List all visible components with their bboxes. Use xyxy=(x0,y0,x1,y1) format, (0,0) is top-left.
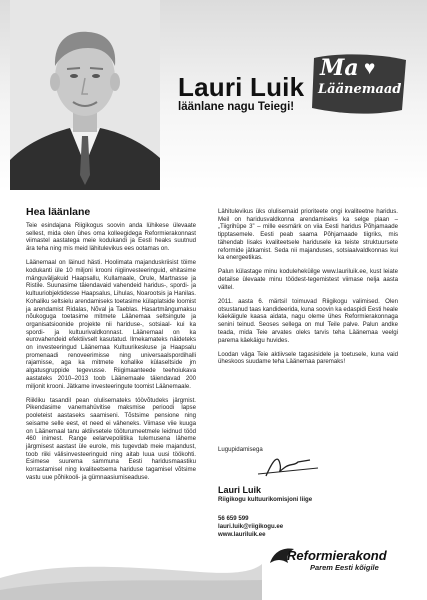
candidate-name: Lauri Luik xyxy=(178,72,305,102)
header-banner xyxy=(0,0,427,190)
left-column xyxy=(26,222,196,488)
signatory-role: Riigikogu kultuurikomisjoni liige xyxy=(218,496,313,503)
paragraph-intro: Teie esindajana Riigikogus soovin anda lühikese ülevaate sellest, mida olen ühes oma kolleegidega Reformierakonnast viimastel aastatega meie kodukandi ja Eesti heaks suutnud ära teha ning mis meid lähitulevikus ees ootamas on. xyxy=(26,222,196,253)
ma-laanemaad-badge xyxy=(310,52,408,116)
signatory-name: Lauri Luik xyxy=(218,485,262,495)
handwritten-signature xyxy=(218,450,328,480)
badge-bottom-text: Läänemaad xyxy=(318,82,402,97)
contact-phone: 56 659 599 xyxy=(218,515,249,522)
candidate-tagline: läänlane nagu Teiegi! xyxy=(178,101,295,113)
contact-website[interactable]: www.lauriluik.ee xyxy=(218,531,266,539)
paragraph-website: Palun külastage minu koduleheküilge www.lauriluik.ee, kust leiate detailse ülevaate minu töödest-tegemistest viimase nelja aasta vältel. xyxy=(218,268,398,291)
right-column xyxy=(218,208,398,373)
paragraph-regional: Läänemaal on läinud hästi. Hoolimata majanduskriisist töime kodukanti üle 10 miljoni krooni riigiinvesteeringuid, ehitasime mänguväljakuid Haapsallu, Kullamaale, Orule, Martnasse ja Ristile. Suunasime täiendavaid vahendeid haridus-, spordi- ja kultuuriobjektidesse Haapsalus, Lihulas, Noarootsis ja Hanilas. Kohaliku seltsielu arendamiseks toetasime külaplatside loomist ja arendamist Ridalas, Nõval ja Taeblas. Hasartmängumaksu nõukoguga toetasime mitmete Läänemaa seltsingute ja organisatsioonide projekte nii hariduse-, sotsiaal- kui ka spordi- ja kultuurivaldkonnast. Läänemaal on ka eurovahendeid efektiivselt kasutatud. Ilmekamateks näideteks on investeeringud Läänemaa Kultuurikeskuse ja Haapsalu promenaadi renoveerimisse ning universaalspordihalli rajamisse, aga ka mitmete kohalike külaseltside jm algatusgruppide tegevusse. Riigimaanteede teehoiukava aastateks 2010–2013 toob Läänemaale täiendavad 200 miljonit krooni. Jätkame investeeringute toomist Läänemaale. xyxy=(26,259,196,390)
paragraph-elections: 2011. aasta 6. märtsil toimuvad Riigikogu valimised. Olen otsustanud taas kandideerida, kuna soovin ka edaspidi Eesti heale käekäigule kaasa aidata, nagu oleme ühes Reformierakonnaga senini teinud. Seoses sellega on mul Teile palve. Palun andke teada, mida Teie arvates oleks tarvis teha Läänemaa veelgi parema käekäigu huvides. xyxy=(218,298,398,344)
contact-email[interactable]: lauri.luik@riigikogu.ee xyxy=(218,523,284,531)
heart-icon: ♥ xyxy=(364,58,376,79)
portrait-photo xyxy=(10,0,160,190)
badge-top-text: Ma xyxy=(320,55,359,81)
letter-greeting: Hea läänlane xyxy=(26,206,91,218)
paragraph-education: Lähitulevikus üks olulisemaid prioriteete ongi kvaliteetne haridus. Meil on haridusvaldkonna arendamiseks ka selge plaan – „Tiigrihüpe 3” – mille eesmärk on viia Eesti haridus Põhjamaade tipptasemele. Eesti peab saama Põhjamaade tiigriks, mis tähendab lisaks kvaliteetsele haridusele ka teiste struktuursete reformide jätkamist. Seda nii majanduses, sotsiaalvaldkonnas kui ka energeetikas. xyxy=(218,208,398,262)
closing-salutation: Lugupidamisega xyxy=(218,446,263,453)
party-name: Reformierakond xyxy=(287,548,387,563)
paragraph-national: Riikliku tasandil pean olulisemateks töövõtudeks järgmist. Pikendasime vanemahüvitise maksmise perioodi lapse pooleteist aastaseks saamiseni. Tõstsime pensione ning seisame selle eest, et need ei väheneks. Viimase viie kuuga on Läänemaal tanu aktiivsetele tööturumeetmele leidnud tööd 460 inimest. Range eelarvepoliitika tulemusena läheme järgmisest aastast üle eurole, mis tugevdab meie majandust, toob riiki välisinvesteeringuid ning aitab luua uusi töökohti. Esimese suurema sammuna Eesti haridusmaastiku korrastamisel ning kvaliteetsema hariduse tagamisel võtsime vastu uue põhikooli- ja gümnaasiumiseaduse. xyxy=(26,396,196,481)
paragraph-closing: Loodan väga Teie aktiivsele tagasisidele ja toetusele, kuna vaid üheskoos suudame teha Läänemaa paremaks! xyxy=(218,350,398,366)
party-slogan: Parem Eesti kõigile xyxy=(310,563,379,572)
